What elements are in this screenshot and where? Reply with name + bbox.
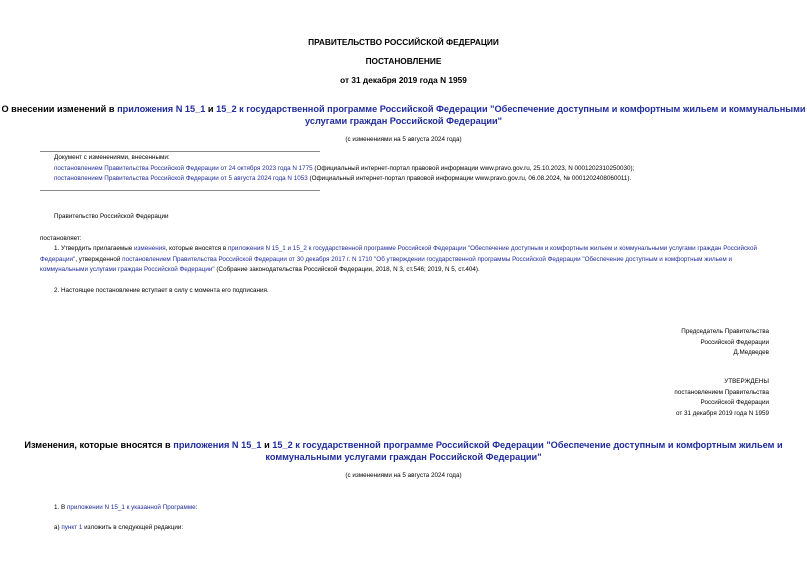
- signature-name: Д.Медведев: [733, 349, 769, 356]
- amendment-link[interactable]: постановлением Правительства Российской Федерации от 24 октября 2023 года N 1775: [54, 164, 313, 172]
- changes-title: [0, 440, 807, 463]
- approved-line-3: Российской Федерации: [700, 399, 769, 406]
- item1-prefix: 1. В: [54, 504, 67, 511]
- p1-appendices-link[interactable]: приложения N 15_1 и 15_2 к государственной программе Российской Федерации "Обеспечение доступным и комфортным жильем и коммунальными услугами граждан Российской Федерации": [40, 245, 758, 263]
- amendment-item: [54, 164, 774, 175]
- document-date-number: от 31 декабря 2019 года N 1959: [340, 75, 467, 85]
- item1-link[interactable]: приложении N 15_1 к указанной Программе: [66, 504, 196, 511]
- p1-text-2: , которые вносятся в: [165, 245, 229, 252]
- changes-appendices-link[interactable]: приложения N 15_1: [173, 440, 262, 450]
- amendments-heading: Документ с изменениями, внесенными:: [54, 154, 170, 161]
- title-appendices-link[interactable]: приложения N 15_1: [117, 104, 206, 114]
- document-title: [0, 104, 807, 127]
- changes-revision-note: (с изменениями на 5 августа 2024 года): [345, 472, 462, 479]
- signature-org: Российской Федерации: [700, 338, 769, 346]
- title-prefix: О внесении изменений в: [1, 104, 118, 114]
- item-a-link[interactable]: пункт 1: [61, 524, 83, 531]
- amendments-top-divider: [40, 151, 320, 152]
- amendment-item: [54, 174, 774, 185]
- p1-text-1: 1. Утвердить прилагаемые: [54, 245, 134, 252]
- paragraph-1: [40, 244, 770, 276]
- amendment-link[interactable]: постановлением Правительства Российской Федерации от 5 августа 2024 года N 1053: [54, 175, 308, 182]
- changes-and: и: [261, 440, 273, 450]
- title-program-link[interactable]: 15_2 к государственной программе Российской Федерации "Обеспечение доступным и комфортным жильем и коммунальными услугами граждан Российской Федерации": [216, 104, 806, 126]
- item-a-suffix: изложить в следующей редакции:: [82, 524, 184, 531]
- p1-changes-link[interactable]: изменения: [134, 245, 166, 252]
- changes-program-link[interactable]: 15_2 к государственной программе Российской Федерации "Обеспечение доступным и комфортным жильем и коммунальными услугами граждан Российской Федерации": [265, 440, 783, 462]
- p1-text-3: , утвержденной: [75, 255, 123, 263]
- changes-prefix: Изменения, которые вносятся в: [24, 440, 174, 450]
- change-item-a: [54, 523, 183, 534]
- approved-heading: УТВЕРЖДЕНЫ: [724, 378, 769, 385]
- document-type: ПОСТАНОВЛЕНИЕ: [365, 56, 442, 66]
- title-and: и: [205, 104, 217, 114]
- approved-line-4: от 31 декабря 2019 года N 1959: [675, 409, 769, 417]
- paragraph-2: 2. Настоящее постановление вступает в силу с момента его подписания.: [54, 287, 269, 294]
- signature-block: [681, 327, 769, 359]
- item-a-prefix: а): [54, 524, 62, 531]
- approved-block: [674, 377, 769, 419]
- amendment-source: (Официальный интернет-портал правовой информации www.pravo.gov.ru, 06.08.2024, № 0001202408060011).: [307, 175, 632, 182]
- amendment-source: (Официальный интернет-портал правовой информации www.pravo.gov.ru, 25.10.2023, N 0001202310250030);: [312, 164, 635, 172]
- signature-position: Председатель Правительства: [681, 328, 769, 335]
- amendments-block: [54, 153, 774, 185]
- amendments-bottom-divider: [40, 190, 320, 191]
- government-heading: ПРАВИТЕЛЬСТВО РОССИЙСКОЙ ФЕДЕРАЦИИ: [308, 37, 499, 47]
- item1-suffix: :: [195, 504, 198, 511]
- title-revision-note: (с изменениями на 5 августа 2024 года): [345, 136, 462, 143]
- issuer-text: Правительство Российской Федерации: [54, 213, 169, 220]
- p1-resolution-link[interactable]: постановлением Правительства Российской Федерации от 30 декабря 2017 г. N 1710 "Об утверждении государственной программы Российской Федерации "Обеспечение доступным и комфортным жильем и коммунальными услугами граждан Российской Федерации": [40, 255, 733, 273]
- change-item-1: [54, 503, 197, 514]
- approved-line-2: постановлением Правительства: [674, 388, 769, 396]
- decrees-text: постановляет:: [40, 235, 82, 242]
- p1-text-4: (Собрание законодательства Российской Федерации, 2018, N 3, ст.546; 2019, N 5, ст.404).: [214, 266, 480, 273]
